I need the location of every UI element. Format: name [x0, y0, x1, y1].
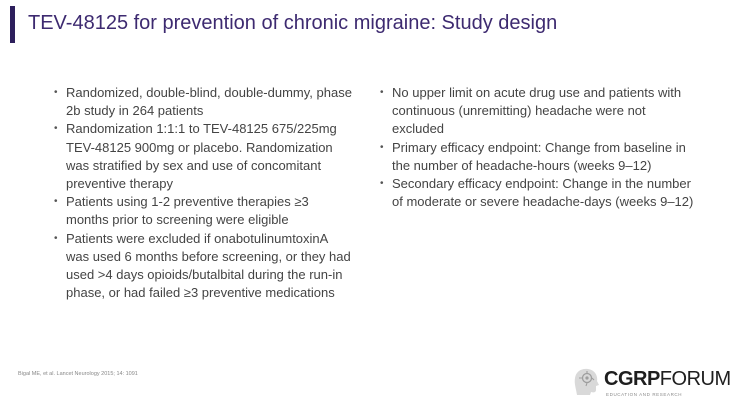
- bullet-item: [54, 230, 354, 303]
- bullet-icon: •: [54, 196, 58, 208]
- bullet-item: [54, 120, 354, 193]
- reference-footnote: Bigal ME, et al. Lancet Neurology 2015; 14: 1091: [18, 371, 138, 377]
- bullet-item: [380, 84, 695, 139]
- brand-name-light: FORUM: [659, 368, 731, 390]
- bullet-icon: •: [54, 123, 58, 135]
- brand-logo: [570, 364, 731, 400]
- bullet-text: Randomized, double-blind, double-dummy, phase 2b study in 264 patients: [66, 85, 352, 119]
- slide-title: TEV-48125 for prevention of chronic migraine: Study design: [28, 12, 558, 34]
- brand-name: [604, 368, 731, 391]
- bullet-item: [380, 139, 695, 175]
- bullet-item: [54, 193, 354, 229]
- brand-name-bold: CGRP: [604, 368, 660, 390]
- bullet-text: Primary efficacy endpoint: Change from baseline in the number of headache-hours (weeks 9–12): [392, 139, 686, 173]
- bullet-icon: •: [380, 178, 384, 190]
- left-bullet-list: [54, 84, 354, 302]
- bullet-icon: •: [380, 141, 384, 153]
- bullet-icon: •: [54, 87, 58, 98]
- bullet-text: No upper limit on acute drug use and patients with continuous (unremitting) headache were not excluded: [392, 85, 682, 137]
- bullet-icon: •: [54, 232, 58, 244]
- title-accent-bar: [10, 6, 15, 43]
- right-bullet-list: [380, 84, 695, 211]
- bullet-text: Patients were excluded if onabotulinumtoxinA was used 6 months before screening, or they had used >4 days opioids/butalbital during the run-in phase, or had failed ≥3 preventive medications: [66, 230, 351, 301]
- bullet-icon: •: [380, 87, 384, 98]
- bullet-text: Patients using 1-2 preventive therapies ≥3 months prior to screening were eligible: [66, 194, 309, 228]
- bullet-text: Secondary efficacy endpoint: Change in the number of moderate or severe headache-days (weeks 9–12): [392, 176, 694, 210]
- bullet-item: [54, 84, 354, 120]
- head-profile-logo-icon: [570, 366, 602, 398]
- brand-tagline: EDUCATION AND RESEARCH: [606, 392, 683, 397]
- bullet-item: [380, 175, 695, 211]
- bullet-text: Randomization 1:1:1 to TEV-48125 675/225mg TEV-48125 900mg or placebo. Randomization was stratified by sex and use of concomitant preventive therapy: [66, 121, 337, 192]
